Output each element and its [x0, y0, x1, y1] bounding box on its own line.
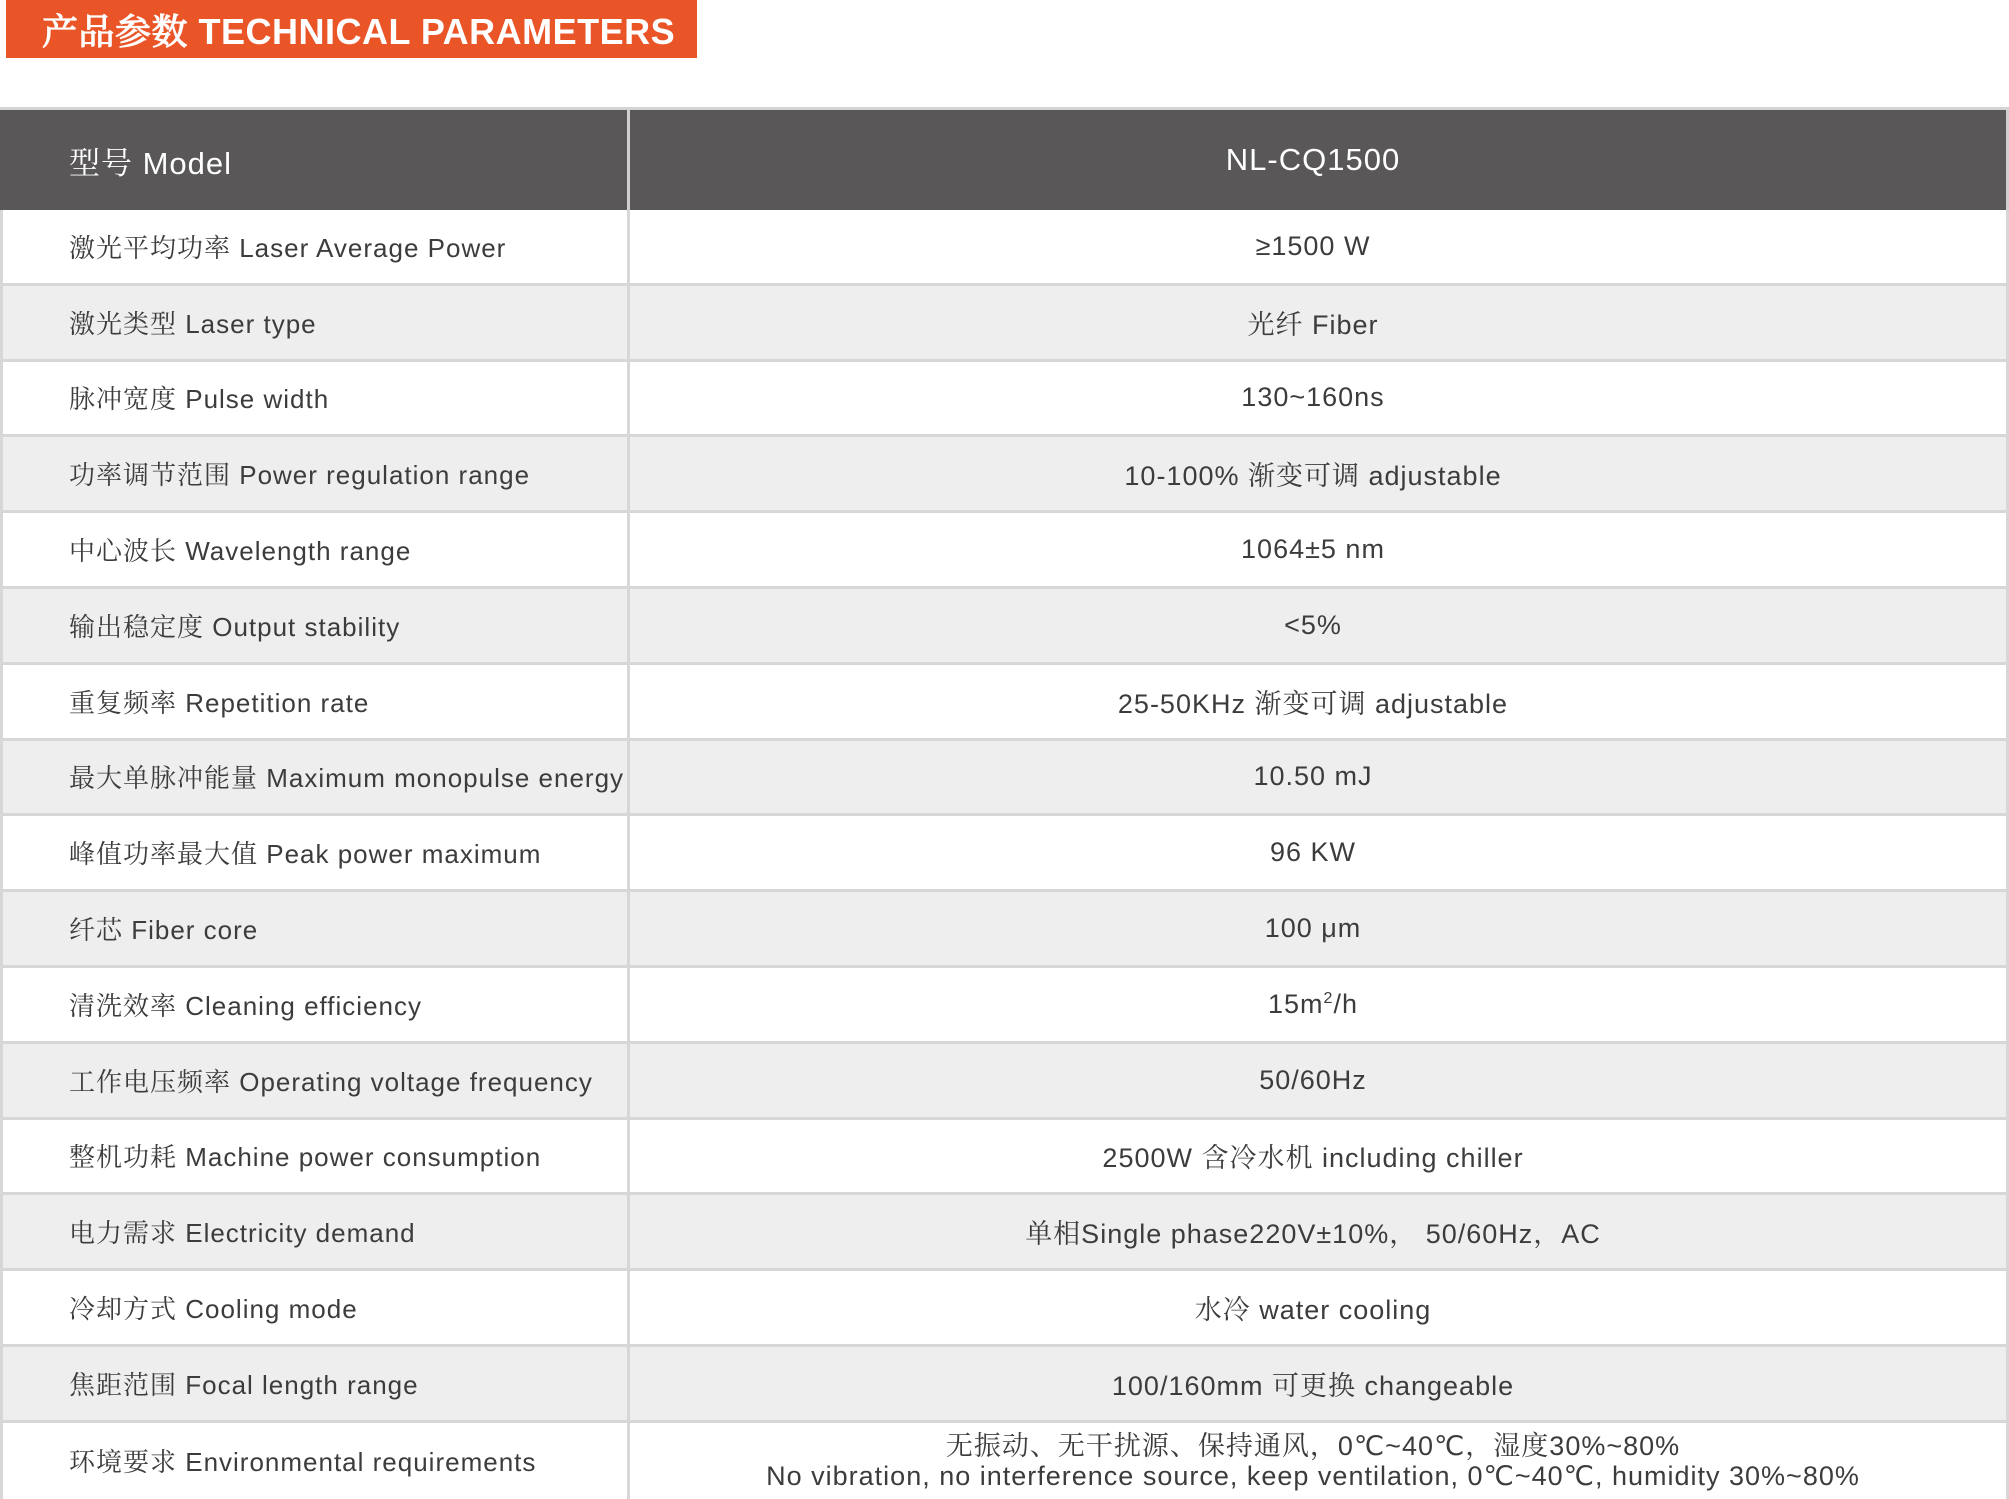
param-label: 最大单脉冲能量 Maximum monopulse energy	[0, 741, 630, 814]
param-value: 96 KW	[630, 816, 2009, 889]
table-row	[0, 362, 2009, 438]
param-value: <5%	[630, 589, 2009, 662]
table-row	[0, 1271, 2009, 1347]
table-row	[0, 1120, 2009, 1196]
table-row	[0, 1347, 2009, 1423]
param-value: 100 μm	[630, 892, 2009, 965]
table-row	[0, 741, 2009, 817]
param-label: 纤芯 Fiber core	[0, 892, 630, 965]
section-title-banner	[6, 0, 697, 58]
param-label: 焦距范围 Focal length range	[0, 1347, 630, 1420]
table-row	[0, 589, 2009, 665]
table-header-row	[0, 110, 2009, 210]
param-label: 功率调节范围 Power regulation range	[0, 437, 630, 510]
param-value	[630, 968, 2009, 1041]
table-row	[0, 1423, 2009, 1499]
param-value: 25-50KHz 渐变可调 adjustable	[630, 665, 2009, 738]
param-value	[630, 1423, 2009, 1499]
param-label: 输出稳定度 Output stability	[0, 589, 630, 662]
param-value: ≥1500 W	[630, 210, 2009, 283]
table-row	[0, 513, 2009, 589]
value-line-chinese: 无振动、无干扰源、保持通风，0℃~40℃，湿度30%~80%	[945, 1430, 1681, 1461]
param-value: 10.50 mJ	[630, 741, 2009, 814]
param-label: 清洗效率 Cleaning efficiency	[0, 968, 630, 1041]
param-label: 峰值功率最大值 Peak power maximum	[0, 816, 630, 889]
param-value: 2500W 含冷水机 including chiller	[630, 1120, 2009, 1193]
param-label: 重复频率 Repetition rate	[0, 665, 630, 738]
table-row	[0, 1195, 2009, 1271]
param-label: 环境要求 Environmental requirements	[0, 1423, 630, 1499]
param-value: 光纤 Fiber	[630, 286, 2009, 359]
param-value: 1064±5 nm	[630, 513, 2009, 586]
param-label: 激光类型 Laser type	[0, 286, 630, 359]
param-label: 整机功耗 Machine power consumption	[0, 1120, 630, 1193]
param-value: 水冷 water cooling	[630, 1271, 2009, 1344]
section-title: 产品参数 TECHNICAL PARAMETERS	[42, 11, 676, 52]
table-row	[0, 816, 2009, 892]
table-row	[0, 1044, 2009, 1120]
header-param-cell: 型号 Model	[0, 110, 630, 210]
param-value: 单相Single phase220V±10%， 50/60Hz，AC	[630, 1195, 2009, 1268]
value-line-english: No vibration, no interference source, keep ventilation, 0℃~40℃, humidity 30%~80%	[766, 1460, 1860, 1491]
param-label: 电力需求 Electricity demand	[0, 1195, 630, 1268]
table-row	[0, 210, 2009, 286]
param-label: 冷却方式 Cooling mode	[0, 1271, 630, 1344]
param-value: 10-100% 渐变可调 adjustable	[630, 437, 2009, 510]
value-tail: /h	[1333, 988, 1358, 1019]
value-superscript: 2	[1323, 989, 1334, 1007]
param-value: 130~160ns	[630, 362, 2009, 435]
param-value: 50/60Hz	[630, 1044, 2009, 1117]
param-label: 中心波长 Wavelength range	[0, 513, 630, 586]
param-label: 脉冲宽度 Pulse width	[0, 362, 630, 435]
table-row	[0, 437, 2009, 513]
table-row	[0, 968, 2009, 1044]
param-label: 工作电压频率 Operating voltage frequency	[0, 1044, 630, 1117]
param-label: 激光平均功率 Laser Average Power	[0, 210, 630, 283]
table-row	[0, 665, 2009, 741]
header-value-cell: NL-CQ1500	[630, 110, 2009, 210]
parameters-table	[0, 107, 2009, 1494]
value-base: 15m	[1268, 988, 1324, 1019]
table-row	[0, 892, 2009, 968]
table-row	[0, 286, 2009, 362]
param-value: 100/160mm 可更换 changeable	[630, 1347, 2009, 1420]
